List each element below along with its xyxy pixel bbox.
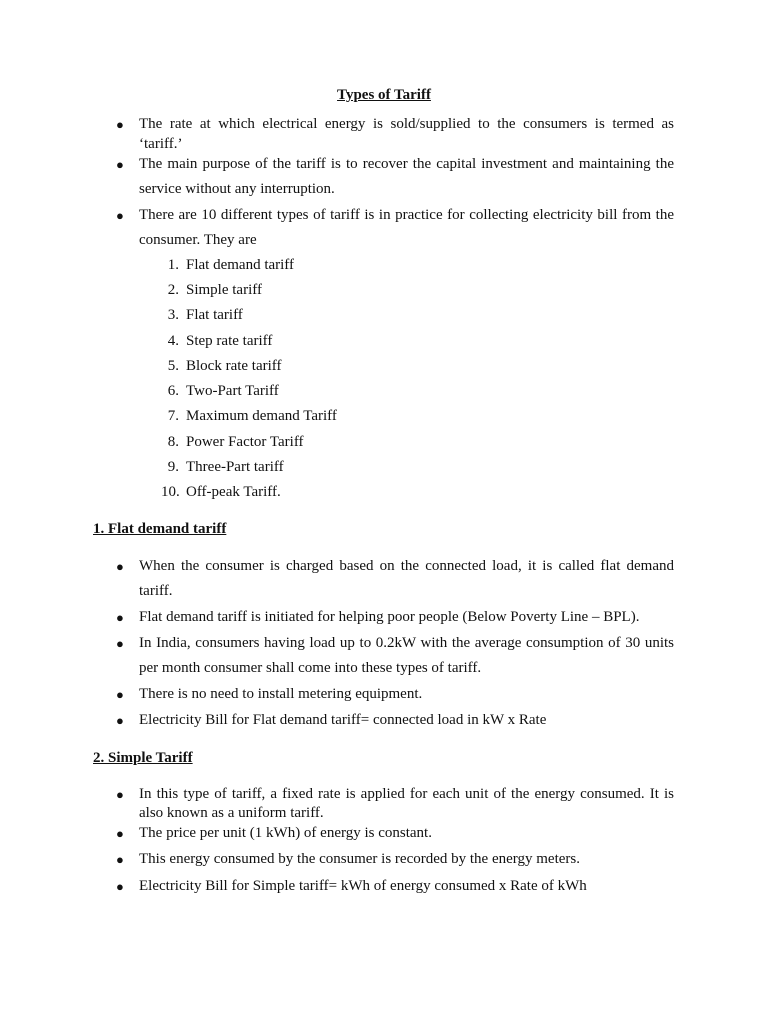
- list-item-number: 8.: [167, 434, 179, 450]
- bullet-icon: ●: [116, 826, 124, 841]
- list-item: Two-Part Tariff: [186, 383, 279, 399]
- bullet-icon: ●: [116, 157, 124, 172]
- list-item: Block rate tariff: [186, 358, 282, 374]
- section-2-bullet-3: This energy consumed by the consumer is recorded by the energy meters.: [139, 851, 580, 867]
- list-item: Flat demand tariff: [186, 257, 295, 273]
- intro-bullet-1-line-2: ‘tariff.’: [139, 136, 183, 152]
- section-1-bullet-1-line-1: When the consumer is charged based on the connected load, it is called flat demand: [139, 558, 674, 574]
- list-item: Flat tariff: [186, 307, 243, 323]
- list-item-number: 3.: [167, 307, 179, 323]
- section-1-bullet-3-line-1: In India, consumers having load up to 0.2kW with the average consumption of 30 units: [139, 635, 674, 651]
- list-item: Three-Part tariff: [186, 459, 284, 475]
- intro-bullet-2-line-2: service without any interruption.: [139, 181, 335, 197]
- list-item: Maximum demand Tariff: [186, 408, 337, 424]
- bullet-icon: ●: [116, 208, 124, 223]
- intro-bullet-3-line-1: There are 10 different types of tariff is in practice for collecting electricity bill from the: [139, 207, 674, 223]
- page-title: Types of Tariff: [337, 87, 431, 103]
- section-2-bullet-2: The price per unit (1 kWh) of energy is constant.: [139, 825, 432, 841]
- list-item-number: 1.: [167, 257, 179, 273]
- bullet-icon: ●: [116, 879, 124, 894]
- list-item: Power Factor Tariff: [186, 434, 304, 450]
- bullet-icon: ●: [116, 636, 124, 651]
- list-item-number: 2.: [167, 282, 179, 298]
- section-2-heading: 2. Simple Tariff: [93, 750, 193, 766]
- section-1-bullet-2: Flat demand tariff is initiated for helping poor people (Below Poverty Line – BPL).: [139, 609, 640, 625]
- bullet-icon: ●: [116, 713, 124, 728]
- list-item-number: 7.: [167, 408, 179, 424]
- section-1-heading: 1. Flat demand tariff: [93, 521, 227, 537]
- bullet-icon: ●: [116, 559, 124, 574]
- bullet-icon: ●: [116, 687, 124, 702]
- intro-bullet-2-line-1: The main purpose of the tariff is to recover the capital investment and maintaining the: [139, 156, 674, 172]
- intro-bullet-1-line-1: The rate at which electrical energy is sold/supplied to the consumers is termed as: [139, 116, 674, 132]
- section-2-bullet-4: Electricity Bill for Simple tariff= kWh of energy consumed x Rate of kWh: [139, 878, 587, 894]
- section-2-bullet-1-line-1: In this type of tariff, a fixed rate is applied for each unit of the energy consumed. It is: [139, 786, 674, 802]
- section-1-bullet-5: Electricity Bill for Flat demand tariff= connected load in kW x Rate: [139, 712, 547, 728]
- section-2-bullet-1-line-2: also known as a uniform tariff.: [139, 805, 324, 821]
- bullet-icon: ●: [116, 610, 124, 625]
- intro-bullet-3-line-2: consumer. They are: [139, 232, 257, 248]
- list-item: Simple tariff: [186, 282, 262, 298]
- bullet-icon: ●: [116, 787, 124, 802]
- list-item-number: 9.: [167, 459, 179, 475]
- list-item-number: 4.: [167, 333, 179, 349]
- list-item: Off-peak Tariff.: [186, 484, 281, 500]
- list-item-number: 5.: [167, 358, 179, 374]
- list-item: Step rate tariff: [186, 333, 273, 349]
- bullet-icon: ●: [116, 117, 124, 132]
- bullet-icon: ●: [116, 852, 124, 867]
- list-item-number: 10.: [161, 484, 180, 500]
- section-1-bullet-1-line-2: tariff.: [139, 583, 173, 599]
- list-item-number: 6.: [167, 383, 179, 399]
- section-1-bullet-3-line-2: per month consumer shall come into these types of tariff.: [139, 660, 482, 676]
- section-1-bullet-4: There is no need to install metering equipment.: [139, 686, 423, 702]
